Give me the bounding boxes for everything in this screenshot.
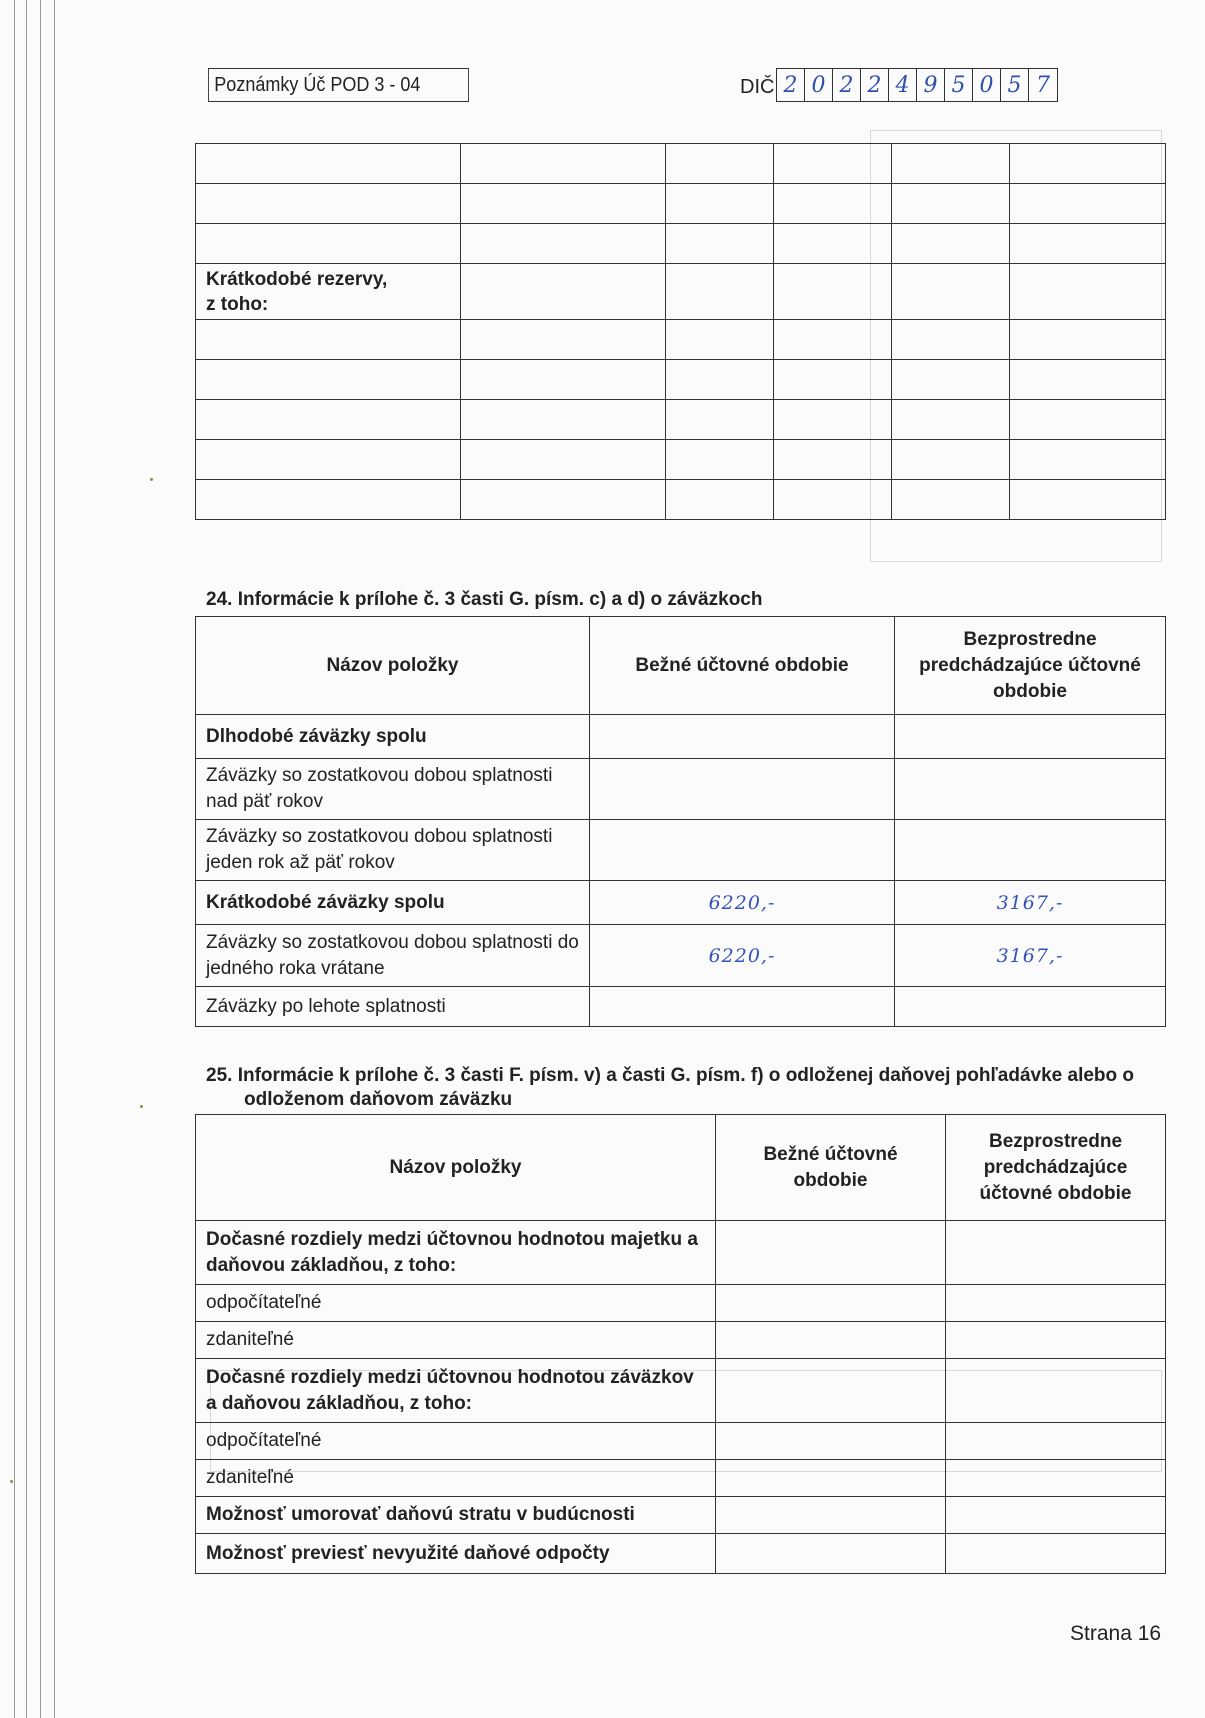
row-label: Dočasné rozdiely medzi účtovnou hodnotou majetku a daňovou základňou, z toho: (196, 1221, 716, 1285)
current-value (590, 820, 895, 881)
row-label: zdaniteľné (196, 1460, 716, 1497)
previous-value (895, 759, 1166, 820)
previous-value (895, 715, 1166, 759)
dic-label: DIČ (740, 76, 775, 98)
current-value (716, 1359, 946, 1423)
current-value (590, 715, 895, 759)
short-term-reserves-label: Krátkodobé rezervy, z toho: (196, 264, 461, 320)
current-value (590, 759, 895, 820)
dic-digit: 9 (917, 69, 945, 101)
current-value (716, 1221, 946, 1285)
dic-digit: 2 (861, 69, 889, 101)
row-label: Záväzky so zostatkovou dobou splatnosti jeden rok až päť rokov (196, 820, 590, 881)
page-edge (54, 0, 55, 1718)
previous-value-handwritten: 3167,- (895, 925, 1166, 987)
deferred-tax-table (195, 1114, 1166, 1574)
page-edge (40, 0, 41, 1718)
row-label: Záväzky po lehote splatnosti (196, 987, 590, 1027)
page-edge (26, 0, 27, 1718)
row-label: odpočítateľné (196, 1285, 716, 1322)
previous-value (895, 987, 1166, 1027)
previous-value (946, 1322, 1166, 1359)
col-header-current-period: Bežné účtovné obdobie (590, 617, 895, 715)
dic-digit: 2 (777, 69, 805, 101)
dic-digit: 5 (945, 69, 973, 101)
previous-value (946, 1221, 1166, 1285)
current-value (590, 987, 895, 1027)
row-label: Možnosť previesť nevyužité daňové odpočty (196, 1534, 716, 1574)
previous-value (946, 1460, 1166, 1497)
section-25-title (206, 1064, 1166, 1112)
previous-value (946, 1423, 1166, 1460)
form-code-box (208, 68, 469, 102)
reserves-table (195, 143, 1166, 520)
dic-digit: 2 (833, 69, 861, 101)
current-value-handwritten: 6220,- (590, 881, 895, 925)
current-value (716, 1497, 946, 1534)
current-value (716, 1322, 946, 1359)
current-value (716, 1534, 946, 1574)
speck (10, 1480, 13, 1483)
dic-digit: 0 (805, 69, 833, 101)
section-25-title-line1: 25. Informácie k prílohe č. 3 časti F. písm. v) a časti G. písm. f) o odloženej daňovej pohľadávke alebo o (206, 1065, 1135, 1086)
section-24-title: 24. Informácie k prílohe č. 3 časti G. písm. c) a d) o záväzkoch (206, 589, 763, 610)
row-label: Záväzky so zostatkovou dobou splatnosti do jedného roka vrátane (196, 925, 590, 987)
row-label: Krátkodobé záväzky spolu (196, 881, 590, 925)
current-value (716, 1460, 946, 1497)
row-label: Dlhodobé záväzky spolu (196, 715, 590, 759)
form-code: Poznámky Úč POD 3 - 04 (214, 73, 421, 96)
speck (150, 478, 153, 481)
previous-value (895, 820, 1166, 881)
speck (140, 1105, 143, 1108)
col-header-item-name: Názov položky (196, 617, 590, 715)
previous-value-handwritten: 3167,- (895, 881, 1166, 925)
col-header-item-name: Názov položky (196, 1115, 716, 1221)
liabilities-table (195, 616, 1166, 1027)
row-label: Záväzky so zostatkovou dobou splatnosti nad päť rokov (196, 759, 590, 820)
previous-value (946, 1359, 1166, 1423)
current-value (716, 1423, 946, 1460)
row-label: odpočítateľné (196, 1423, 716, 1460)
col-header-current-period: Bežné účtovné obdobie (716, 1115, 946, 1221)
dic-boxes (776, 68, 1058, 102)
page-edge (14, 0, 15, 1718)
previous-value (946, 1285, 1166, 1322)
row-label: Dočasné rozdiely medzi účtovnou hodnotou záväzkov a daňovou základňou, z toho: (196, 1359, 716, 1423)
dic-digit: 0 (973, 69, 1001, 101)
dic-digit: 4 (889, 69, 917, 101)
row-label: Možnosť umorovať daňovú stratu v budúcnosti (196, 1497, 716, 1534)
current-value (716, 1285, 946, 1322)
col-header-previous-period: Bezprostredne predchádzajúce účtovné obdobie (895, 617, 1166, 715)
section-25-title-line2: odloženom daňovom záväzku (244, 1089, 513, 1110)
current-value-handwritten: 6220,- (590, 925, 895, 987)
dic-digit: 5 (1001, 69, 1029, 101)
previous-value (946, 1497, 1166, 1534)
previous-value (946, 1534, 1166, 1574)
col-header-previous-period: Bezprostredne predchádzajúce účtovné obdobie (946, 1115, 1166, 1221)
dic-digit: 7 (1036, 72, 1050, 98)
page-number: Strana 16 (1070, 1622, 1162, 1645)
row-label: zdaniteľné (196, 1322, 716, 1359)
